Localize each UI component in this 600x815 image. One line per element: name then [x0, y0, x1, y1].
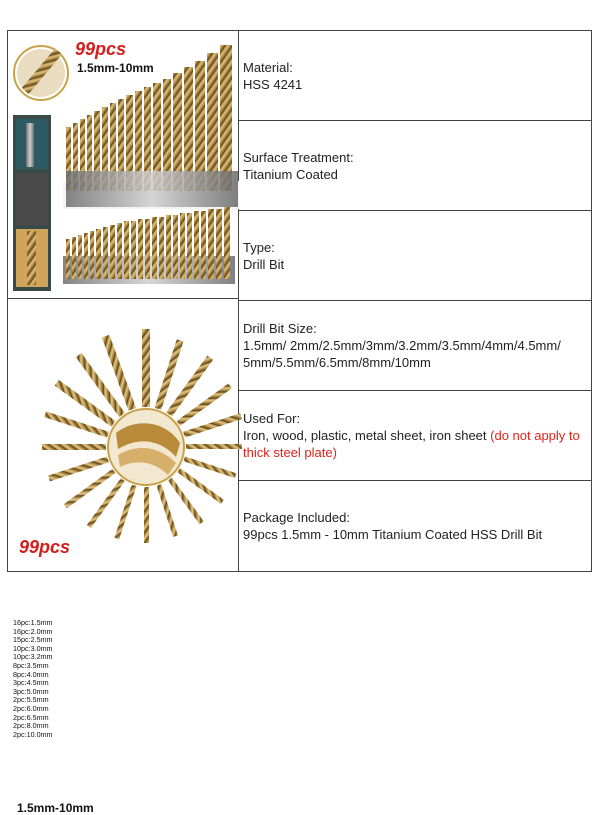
- spec-sheet: [7, 30, 592, 815]
- size-range-label: 1.5mm-10mm: [77, 61, 154, 75]
- quantity-badge-bottom: 99pcs: [19, 537, 71, 557]
- spec-table: [239, 31, 591, 571]
- size-legend-item: 2pc:8.0mm: [13, 721, 49, 731]
- radial-bits-photo: [8, 299, 239, 571]
- size-legend-item: 2pc:6.0mm: [13, 703, 49, 713]
- size-legend-item: 10pc:3.2mm: [13, 652, 53, 662]
- spec-label: Package Included:: [243, 510, 350, 525]
- spec-row-type: [239, 211, 591, 301]
- spec-label: Surface Treatment:: [243, 149, 354, 165]
- size-legend-item: 3pc:5.0mm: [13, 686, 49, 696]
- size-legend-item: 2pc:5.5mm: [13, 695, 49, 705]
- spec-label: Type:: [243, 239, 275, 255]
- spec-row-package: [239, 481, 591, 571]
- quantity-badge: 99pcs: [75, 39, 127, 59]
- product-photo-radial: [8, 299, 239, 815]
- size-legend-item: 2pc:6.5mm: [13, 712, 49, 722]
- size-legend: [13, 619, 73, 739]
- used-for-text: Iron, wood, plastic, metal sheet, iron sheet: [243, 428, 487, 443]
- size-legend-item: 2pc:10.0mm: [13, 729, 53, 739]
- spec-row-material: [239, 31, 591, 121]
- spec-row-surface: [239, 121, 591, 211]
- product-photo-set: [8, 31, 239, 299]
- spec-row-used-for: [239, 391, 591, 481]
- spec-value: HSS 4241: [243, 76, 303, 92]
- size-legend-item: 8pc:4.0mm: [13, 669, 49, 679]
- spec-label: Material:: [243, 59, 293, 75]
- size-legend-item: 16pc:2.0mm: [13, 626, 53, 636]
- spec-value: 1.5mm/ 2mm/2.5mm/3mm/3.2mm/3.5mm/4mm/4.5mm/ 5mm/5.5mm/6.5mm/8mm/10mm: [243, 338, 561, 370]
- spec-row-sizes: [239, 301, 591, 391]
- spec-value: Drill Bit: [243, 256, 285, 272]
- size-legend-item: 16pc:1.5mm: [13, 618, 53, 627]
- warning-note: (do not apply to thick steel plate): [243, 428, 580, 460]
- product-images: [8, 31, 239, 815]
- size-legend-item: 8pc:3.5mm: [13, 660, 49, 670]
- spec-value: Titanium Coated: [243, 166, 338, 182]
- size-legend-item: 10pc:3.0mm: [13, 643, 53, 653]
- spec-value: 99pcs 1.5mm - 10mm Titanium Coated HSS Drill Bit: [243, 527, 543, 542]
- size-range-label-bottom: 1.5mm-10mm: [17, 801, 94, 815]
- spec-label: Drill Bit Size:: [243, 321, 317, 336]
- size-legend-item: 3pc:4.5mm: [13, 678, 49, 688]
- spec-value: [243, 427, 587, 461]
- size-legend-item: 15pc:2.5mm: [13, 635, 53, 645]
- spec-label: Used For:: [243, 411, 301, 426]
- short-bits-row: [63, 207, 235, 284]
